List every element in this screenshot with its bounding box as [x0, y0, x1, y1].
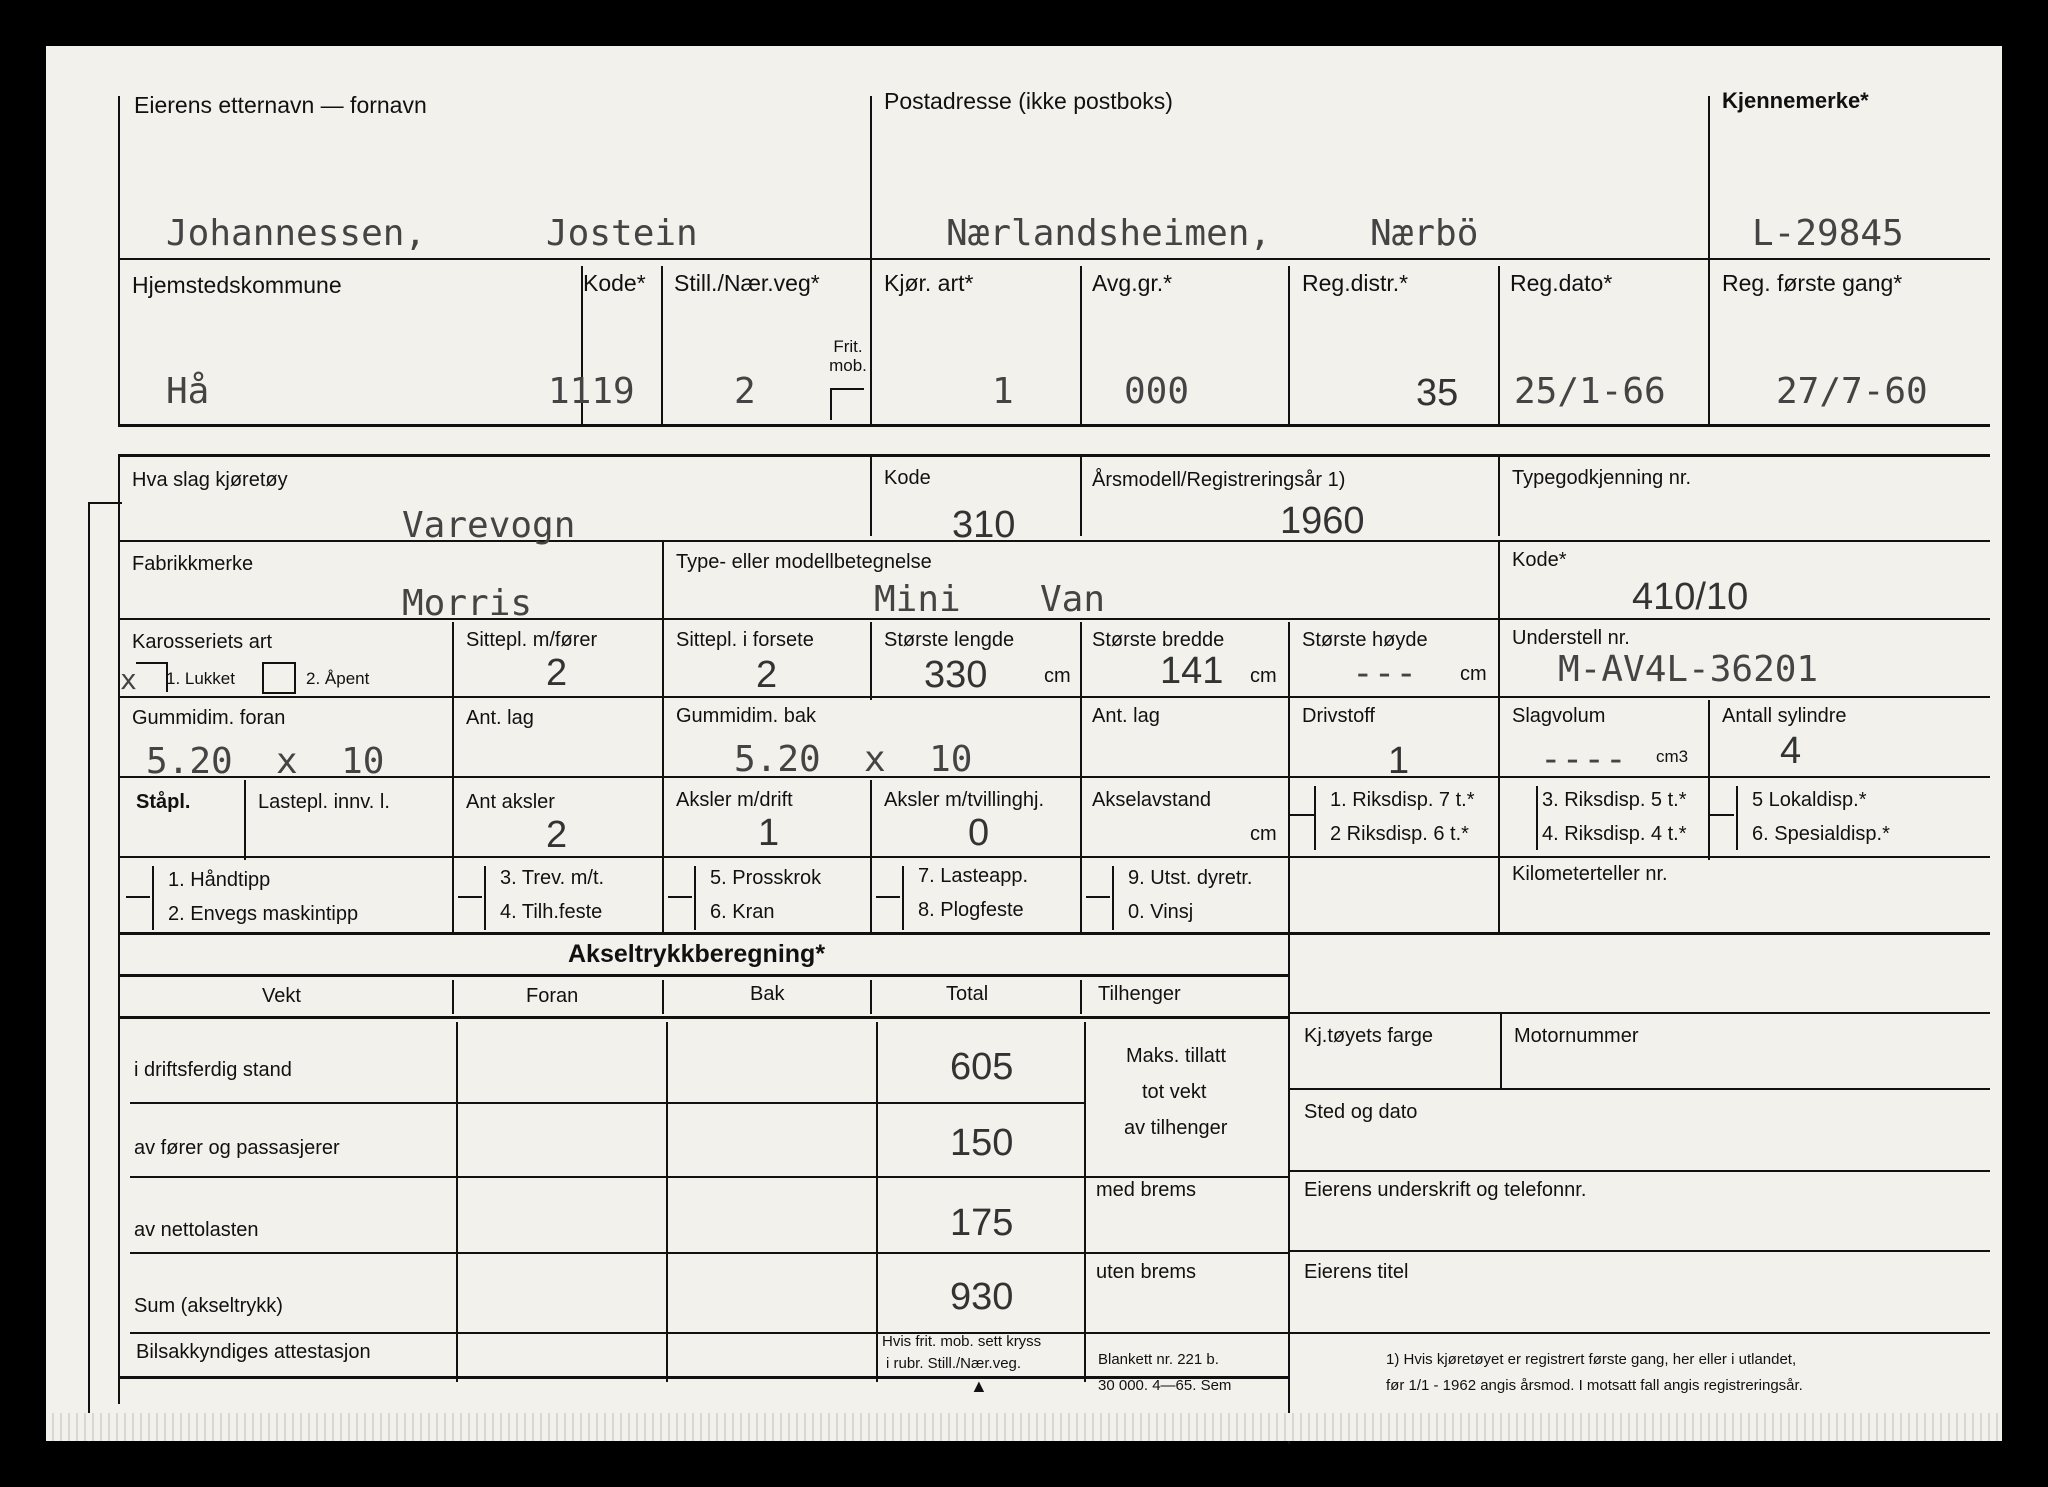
opt-plogfeste: 8. Plogfeste: [918, 899, 1024, 921]
sittepl-forer-value: 2: [546, 652, 568, 694]
aksler-tvilling-label: Aksler m/tvillinghj.: [884, 789, 1045, 811]
underskrift-label: Eierens underskrift og telefonnr.: [1304, 1179, 1587, 1201]
sittepl-forsete-value: 2: [756, 654, 778, 696]
divider: [1080, 622, 1082, 700]
aksler-drift-label: Aksler m/drift: [676, 789, 793, 811]
divider: [1288, 266, 1290, 424]
divider: [1288, 700, 1290, 780]
still-value: 2: [734, 371, 756, 412]
sylindre-label: Antall sylindre: [1722, 705, 1847, 727]
divider: [870, 860, 872, 934]
divider: [662, 700, 664, 780]
left-border: [118, 454, 120, 1404]
opt-vinsj: 0. Vinsj: [1128, 901, 1194, 923]
divider: [244, 780, 246, 860]
gummi-bak-label: Gummidim. bak: [676, 705, 817, 727]
motor-label: Motornummer: [1514, 1025, 1639, 1047]
forste-label: Reg. første gang*: [1722, 270, 1903, 296]
karosseri-label: Karosseriets art: [132, 631, 273, 653]
hoyde-label: Største høyde: [1302, 629, 1428, 651]
opt-utst: 9. Utst. dyretr.: [1128, 867, 1253, 889]
row-line: [118, 696, 1990, 698]
arsmodell-label: Årsmodell/Registreringsår 1): [1092, 469, 1346, 491]
note-1: 1) Hvis kjøretøyet er registrert første gang, her eller i utlandet,: [1386, 1351, 1797, 1368]
lukket-checkbox[interactable]: [136, 662, 168, 692]
slag-value: Varevogn: [402, 505, 576, 546]
divider: [1708, 266, 1710, 424]
divider: [452, 980, 454, 1014]
sittepl-forsete-label: Sittepl. i forsete: [676, 629, 814, 651]
divider: [1080, 860, 1082, 934]
kode-label: Kode*: [583, 270, 646, 296]
uten-brems: uten brems: [1096, 1261, 1197, 1283]
divider: [662, 542, 664, 622]
option-box: [152, 866, 154, 930]
kommune-label: Hjemstedskommune: [132, 272, 342, 298]
row-line: [1290, 1012, 1990, 1014]
row-line: [118, 776, 1990, 778]
avg-label: Avg.gr.*: [1092, 270, 1173, 296]
kode-label: Kode: [884, 467, 931, 489]
row-line: [1290, 1332, 1990, 1334]
row-line: [118, 540, 1990, 542]
divider: [870, 780, 872, 860]
side-line: [88, 502, 90, 1442]
option-box: [1314, 786, 1316, 850]
divider: [1080, 780, 1082, 860]
still-label: Still./Nær.veg*: [674, 270, 820, 296]
slag-label: Hva slag kjøretøy: [132, 469, 288, 491]
row-line: [130, 1176, 1288, 1178]
divider: [662, 780, 664, 860]
option-box: [1536, 786, 1538, 850]
divider: [1708, 780, 1710, 860]
axle-title: Akseltrykkberegning*: [568, 940, 826, 968]
row-line: [118, 454, 1990, 457]
option-box: [902, 866, 904, 930]
opt-tilh: 4. Tilh.feste: [500, 901, 603, 923]
option-box[interactable]: [1290, 814, 1314, 816]
aksler-value: 2: [546, 814, 568, 856]
understell-value: M-AV4L-36201: [1558, 649, 1819, 690]
frit-mob-label: Frit. mob.: [829, 337, 867, 375]
axle-right-border: [1288, 934, 1290, 1444]
slagvolum-label: Slagvolum: [1512, 705, 1606, 727]
owner-label: Eierens etternavn — fornavn: [134, 92, 427, 118]
divider: [1498, 456, 1500, 536]
divider: [1498, 780, 1500, 860]
blankett-2: 30 000. 4—65. Sem: [1098, 1377, 1232, 1394]
frit-mob-checkbox[interactable]: [830, 388, 864, 420]
kjor-art-label: Kjør. art*: [884, 270, 974, 296]
divider: [1288, 860, 1290, 934]
gummi-foran-label: Gummidim. foran: [132, 707, 286, 729]
row-line: [130, 1102, 1084, 1104]
kjor-art-value: 1: [992, 371, 1014, 412]
slagvolum-unit: cm3: [1656, 747, 1689, 766]
row-line: [130, 1332, 1288, 1334]
regdato-label: Reg.dato*: [1510, 270, 1613, 296]
regdato-value: 25/1-66: [1514, 371, 1666, 412]
regdistr-label: Reg.distr.*: [1302, 270, 1409, 296]
row-line: [118, 424, 1990, 427]
avg-value: 000: [1124, 371, 1190, 412]
sylindre-value: 4: [1780, 730, 1802, 772]
row-line: [1290, 1170, 1990, 1172]
km-label: Kilometerteller nr.: [1512, 863, 1668, 885]
med-brems: med brems: [1096, 1179, 1197, 1201]
registration-card: [46, 46, 2002, 1441]
lengde-label: Største lengde: [884, 629, 1015, 651]
arrow-up-icon: ▲: [970, 1376, 988, 1396]
divider: [876, 1022, 878, 1382]
divider: [1084, 1022, 1086, 1382]
farge-label: Kj.tøyets farge: [1304, 1025, 1433, 1047]
col-tilhenger: Tilhenger: [1098, 983, 1181, 1005]
divider: [452, 780, 454, 860]
sted-label: Sted og dato: [1304, 1101, 1418, 1123]
divider: [1708, 700, 1710, 780]
type-label: Type- eller modellbetegnelse: [676, 551, 932, 573]
divider: [1080, 266, 1082, 424]
divider: [1500, 1012, 1502, 1088]
opt-trev: 3. Trev. m/t.: [500, 867, 605, 889]
divider: [666, 1022, 668, 1382]
fabrikk-label: Fabrikkmerke: [132, 553, 254, 575]
lukket-mark: x: [120, 663, 137, 696]
row-line: [1290, 1250, 1990, 1252]
frit-note-2: i rubr. Still./Nær.veg.: [886, 1355, 1022, 1372]
hoyde-unit: cm: [1460, 663, 1487, 685]
option-box: [1112, 866, 1114, 930]
lengde-value: 330: [924, 654, 988, 696]
regmark-value: L-29845: [1752, 213, 1904, 254]
divider: [1498, 860, 1500, 934]
divider: [1498, 622, 1500, 700]
gummi-foran-value: 5.20 x 10: [146, 741, 385, 782]
bredde-unit: cm: [1250, 665, 1277, 687]
option-box[interactable]: [458, 896, 482, 898]
antlag-label: Ant. lag: [466, 707, 534, 729]
maks-line-3: av tilhenger: [1124, 1117, 1228, 1139]
left-border: [118, 258, 120, 426]
col-bak: Bak: [750, 983, 785, 1005]
divider: [661, 266, 663, 424]
row-line: [118, 974, 1290, 977]
divider: [452, 622, 454, 700]
divider: [452, 860, 454, 934]
divider: [662, 860, 664, 934]
table-row-label: av fører og passasjerer: [134, 1137, 340, 1159]
maks-line-1: Maks. tillatt: [1126, 1045, 1227, 1067]
drivstoff-label: Drivstoff: [1302, 705, 1375, 727]
riksdisp3: 3. Riksdisp. 5 t.*: [1542, 789, 1687, 811]
blankett-1: Blankett nr. 221 b.: [1098, 1351, 1219, 1368]
divider: [1498, 700, 1500, 780]
divider: [1288, 622, 1290, 700]
apent-label: 2. Åpent: [306, 669, 370, 688]
row-line: [118, 856, 1990, 858]
frit-note-1: Hvis frit. mob. sett kryss: [882, 1333, 1042, 1350]
type-value-1: Mini: [874, 579, 961, 620]
aksler-tvilling-value: 0: [968, 812, 990, 854]
divider: [456, 1022, 458, 1382]
akselavstand-label: Akselavstand: [1092, 789, 1211, 811]
option-box[interactable]: [668, 896, 692, 898]
lokaldisp5: 5 Lokaldisp.*: [1752, 789, 1867, 811]
option-box[interactable]: [1086, 896, 1110, 898]
divider: [870, 266, 872, 424]
apent-checkbox[interactable]: [262, 662, 296, 694]
table-row-total: 175: [950, 1202, 1014, 1244]
stapl-label: Ståpl.: [136, 791, 191, 813]
divider: [870, 622, 872, 700]
table-row-label: Sum (akseltrykk): [134, 1295, 283, 1317]
aksler-drift-value: 1: [758, 812, 780, 854]
bredde-value: 141: [1160, 650, 1224, 692]
option-box[interactable]: [876, 896, 900, 898]
typegodk-label: Typegodkjenning nr.: [1512, 467, 1692, 489]
forste-value: 27/7-60: [1776, 371, 1928, 412]
option-box[interactable]: [1710, 814, 1734, 816]
opt-lasteapp: 7. Lasteapp.: [918, 865, 1029, 887]
option-box[interactable]: [126, 896, 150, 898]
titel-label: Eierens titel: [1304, 1261, 1409, 1283]
gummi-bak-value: 5.20 x 10: [734, 739, 973, 780]
akselavstand-unit: cm: [1250, 823, 1277, 845]
address-town: Nærbö: [1370, 213, 1479, 254]
riksdisp1: 1. Riksdisp. 7 t.*: [1330, 789, 1475, 811]
fabrikk-value: Morris: [402, 583, 533, 624]
hoyde-value: ---: [1352, 653, 1418, 694]
row-line: [118, 1016, 1290, 1019]
lukket-label: 1. Lukket: [166, 669, 235, 688]
col-total: Total: [946, 983, 989, 1005]
owner-first-name: Jostein: [546, 213, 698, 254]
opt-handtipp: 1. Håndtipp: [168, 869, 271, 891]
kommune-value: Hå: [166, 371, 210, 412]
divider: [662, 980, 664, 1014]
row-line: [118, 258, 1990, 260]
slagvolum-value: ----: [1540, 739, 1627, 780]
row-line: [1290, 1088, 1990, 1090]
table-row-total: 150: [950, 1122, 1014, 1164]
row-line: [130, 1252, 1288, 1254]
arsmodell-value: 1960: [1280, 500, 1365, 542]
kode-value: 310: [952, 504, 1016, 546]
row-line: [118, 932, 1990, 935]
sittepl-forer-label: Sittepl. m/fører: [466, 629, 598, 651]
kode2-label: Kode*: [1512, 549, 1567, 571]
bredde-label: Største bredde: [1092, 629, 1225, 651]
divider: [662, 622, 664, 700]
maks-line-2: tot vekt: [1142, 1081, 1207, 1103]
divider: [452, 700, 454, 780]
table-row-total: 930: [950, 1276, 1014, 1318]
type-value-2: Van: [1040, 579, 1106, 620]
aksler-label: Ant aksler: [466, 791, 555, 813]
table-row-label: av nettolasten: [134, 1219, 259, 1241]
kode-value: 1119: [548, 371, 635, 412]
opt-envegs: 2. Envegs maskintipp: [168, 903, 359, 925]
divider: [1080, 980, 1082, 1014]
regdistr-value: 35: [1416, 372, 1459, 414]
antlag2-label: Ant. lag: [1092, 705, 1160, 727]
spesialdisp6: 6. Spesialdisp.*: [1752, 823, 1890, 845]
divider: [1288, 780, 1290, 860]
understell-label: Understell nr.: [1512, 627, 1630, 649]
side-tick: [88, 502, 122, 504]
table-row-label: i driftsferdig stand: [134, 1059, 292, 1081]
col-foran: Foran: [526, 985, 579, 1007]
riksdisp2: 2 Riksdisp. 6 t.*: [1330, 823, 1469, 845]
option-box: [694, 866, 696, 930]
bilsakkyndig-label: Bilsakkyndiges attestasjon: [136, 1341, 371, 1363]
lastepl-label: Lastepl. innv. l.: [258, 791, 390, 813]
divider: [870, 980, 872, 1014]
option-box: [1736, 786, 1738, 850]
option-box: [484, 866, 486, 930]
drivstoff-value: 1: [1388, 740, 1410, 782]
address-label: Postadresse (ikke postboks): [884, 88, 1173, 114]
divider: [1080, 700, 1082, 780]
divider: [1080, 456, 1082, 536]
regmark-label: Kjennemerke*: [1722, 88, 1869, 113]
divider: [1498, 266, 1500, 424]
riksdisp4: 4. Riksdisp. 4 t.*: [1542, 823, 1687, 845]
address-place: Nærlandsheimen,: [946, 213, 1272, 254]
note-2: før 1/1 - 1962 angis årsmod. I motsatt fall angis registreringsår.: [1386, 1377, 1803, 1394]
owner-last-name: Johannessen,: [166, 213, 427, 254]
kode2-value: 410/10: [1632, 576, 1749, 618]
opt-prosskrok: 5. Prosskrok: [710, 867, 822, 889]
opt-kran: 6. Kran: [710, 901, 775, 923]
table-row-total: 605: [950, 1046, 1014, 1088]
lengde-unit: cm: [1044, 665, 1071, 687]
divider: [1498, 542, 1500, 622]
col-vekt: Vekt: [262, 985, 301, 1007]
divider: [870, 456, 872, 536]
